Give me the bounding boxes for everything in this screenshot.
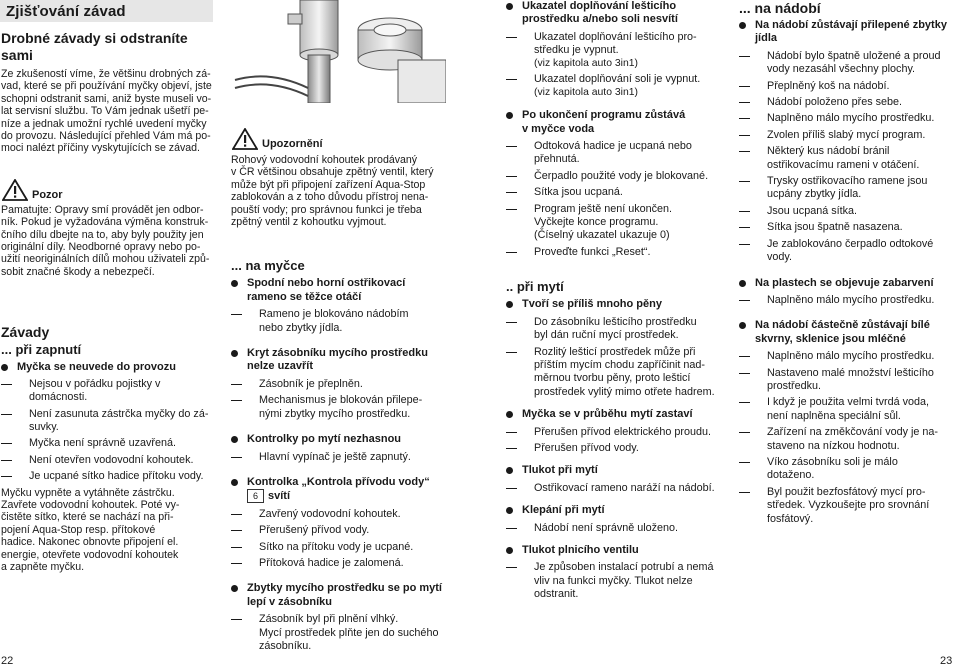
- left-column: [0, 0, 213, 573]
- cause-item: Zavřený vodovodní kohoutek.: [230, 508, 445, 521]
- notice-line: zpětný ventil z kohoutku vyjmout.: [231, 216, 387, 229]
- cause-item: Zvolen příliš slabý mycí program.: [738, 129, 956, 142]
- fault-group: [738, 319, 956, 526]
- fault-bullet-text: Kontrolka „Kontrola přívodu vody“: [247, 475, 430, 488]
- second-column: [230, 128, 445, 665]
- cause-item: Zásobník je přeplněn.: [230, 378, 445, 391]
- warning-icon: [2, 179, 28, 201]
- cause-item: Nastaveno malé množství lešticího prostředku.: [738, 367, 956, 394]
- warning-line: originální díly. Neodborné opravy nebo po-: [1, 241, 201, 254]
- cause-item: Proveďte funkci „Reset“.: [505, 246, 720, 259]
- cause-item: Přerušen přívod elektrického proudu.: [505, 426, 720, 439]
- cause-item: Víko zásobníku soli je málo dotaženo.: [738, 456, 956, 483]
- cause-item: Byl použit bezfosfátový mycí pro- středek. Vyzkoušejte pro srovnání fosfátový.: [738, 486, 956, 526]
- cause-item: I když je použita velmi tvrdá voda, není naplněna speciální sůl.: [738, 396, 956, 423]
- key-indicator: 6: [247, 489, 264, 503]
- cause-item: Některý kus nádobí bránil ostřikovacímu rameni v otáčení.: [738, 145, 956, 172]
- fault-group: [505, 408, 720, 455]
- cause-item: Naplněno málo mycího prostředku.: [738, 112, 956, 125]
- page-title: Zjišťování závad: [0, 0, 213, 22]
- fault-bullet: Myčka se v průběhu mytí zastaví: [505, 408, 720, 421]
- cause-item: Čerpadlo použité vody je blokované.: [505, 170, 720, 183]
- cause-item: Je zablokováno čerpadlo odtokové vody.: [738, 238, 956, 265]
- notice-heading: [232, 128, 445, 150]
- intro-line: Ze zkušeností víme, že většinu drobných zá-: [1, 68, 211, 80]
- remedy-text: [1, 487, 213, 574]
- cause-item: Nádobí bylo špatně uložené a proud vody nezasáhl všechny plochy.: [738, 50, 956, 77]
- intro-line: moci nalézt příčiny vyskytujících se závad.: [1, 142, 201, 155]
- intro-line: lat servisní službu. To Vám jednak ušetří pe-: [1, 105, 209, 118]
- cause-item: Do zásobníku lešticího prostředku byl dán ruční mycí prostředek.: [505, 316, 720, 343]
- cause-item: Nejsou v pořádku pojistky v domácnosti.: [0, 378, 213, 405]
- fault-group: [505, 464, 720, 495]
- fault-bullet: [230, 476, 445, 504]
- warning-icon: [232, 128, 258, 150]
- remedy-line: Myčku vypněte a vytáhněte zástrčku.: [1, 486, 175, 499]
- notice-title: Upozornění: [262, 138, 323, 150]
- fault-bullet: Myčka se neuvede do provozu: [0, 361, 213, 374]
- remedy-line: pojení Aqua-Stop resp. přítokové: [1, 523, 156, 536]
- fault-bullet: Po ukončení programu zůstává v myčce voda: [505, 109, 720, 136]
- warning-line: sobit značné škody a nebezpečí.: [1, 265, 155, 278]
- intro-line: do provozu. Následující přehled Vám má po-: [1, 130, 211, 143]
- fault-bullet: Spodní nebo horní ostřikovací rameno se těžce otáčí: [230, 277, 445, 304]
- fault-group: [738, 19, 956, 265]
- cause-item: Ostřikovací rameno naráží na nádobí.: [505, 482, 720, 495]
- fault-group: [230, 433, 445, 464]
- cause-item: Přeplněný koš na nádobí.: [738, 80, 956, 93]
- cause-note: (viz kapitola auto 3in1): [534, 86, 638, 98]
- cause-item: Přerušen přívod vody.: [505, 442, 720, 455]
- cause-item: Je ucpané sítko hadice přítoku vody.: [0, 470, 213, 483]
- fault-bullet: Kryt zásobníku mycího prostředku nelze uzavřít: [230, 347, 445, 374]
- fault-group: [505, 0, 720, 99]
- faults-heading: Závady: [1, 324, 50, 341]
- fault-group: [505, 298, 720, 399]
- warning-line: ník. Pokud je vyžadována výměna konstruk-: [1, 216, 209, 229]
- cause-item: Rozlitý lešticí prostředek může při příštím mycím chodu zapříčinit nad- měrnou tvorbu pěny, proto lešticí prostředek vylitý mimo otřete hadrem.: [505, 346, 720, 400]
- cause-item: Není zasunuta zástrčka myčky do zá- suvky.: [0, 408, 213, 435]
- product-photo: [230, 0, 446, 103]
- cause-item: Odtoková hadice je ucpaná nebo přehnutá.: [505, 140, 720, 167]
- intro-text: [1, 68, 213, 155]
- cause-item: Není otevřen vodovodní kohoutek.: [0, 454, 213, 467]
- cause-item: Ukazatel doplňování soli je vypnut.: [505, 73, 720, 86]
- remedy-line: čistěte sítko, které se nachází na při-: [1, 511, 174, 524]
- cause-item: Nádobí není správně uloženo.: [505, 522, 720, 535]
- on-start-heading: ... při zapnutí: [1, 342, 82, 358]
- warning-heading: [2, 179, 213, 201]
- third-column: [505, 0, 720, 611]
- fault-bullet: Klepání při mytí: [505, 504, 720, 517]
- warning-line: Pamatujte: Opravy smí provádět jen odbor-: [1, 203, 204, 216]
- fault-bullet: Tlukot plnicího ventilu: [505, 544, 720, 557]
- cause-item: Naplněno málo mycího prostředku.: [738, 350, 956, 363]
- fault-group: [230, 582, 445, 653]
- fourth-column: [738, 0, 956, 538]
- cause-item: Hlavní vypínač je ještě zapnutý.: [230, 451, 445, 464]
- subtitle: Drobné závady si odstraníte sami: [1, 30, 188, 63]
- notice-line: Rohový vodovodní kohoutek prodávaný: [231, 154, 418, 166]
- fault-bullet: Na plastech se objevuje zabarvení: [738, 277, 956, 290]
- cause-item: Je způsoben instalací potrubí a nemá vliv na funkci myčky. Tlukot nelze odstranit.: [505, 561, 720, 601]
- cause-item: Naplněno málo mycího prostředku.: [738, 294, 956, 307]
- fault-bullet: Zbytky mycího prostředku se po mytí lepí v zásobníku: [230, 582, 445, 609]
- warning-line: čního dílu dbejte na to, aby byly použity jen: [1, 228, 204, 241]
- fault-group: [505, 504, 720, 535]
- cause-note: (viz kapitola auto 3in1): [534, 57, 638, 69]
- fault-bullet: Tlukot při mytí: [505, 464, 720, 477]
- fault-bullet: Na nádobí částečně zůstávají bílé skvrny, sklenice jsou mléčné: [738, 319, 956, 346]
- remedy-line: hadice. Nakonec obnovte připojení el.: [1, 536, 179, 549]
- fault-bullet: Kontrolky po mytí nezhasnou: [230, 433, 445, 446]
- cause-item: Nádobí položeno přes sebe.: [738, 96, 956, 109]
- notice-line: může být při připojení zařízení Aqua-Stop: [231, 178, 426, 191]
- remedy-line: a zapněte myčku.: [1, 560, 85, 573]
- cause-item: Rameno je blokováno nádobím nebo zbytky jídla.: [230, 308, 445, 335]
- fault-group: [738, 277, 956, 308]
- fault-bullet: Ukazatel doplňování lešticího prostředku a/nebo soli nesvítí: [505, 0, 720, 27]
- cause-item: Přerušený přívod vody.: [230, 524, 445, 537]
- notice-line: zablokován a z toho důvodu přístroj nena-: [231, 191, 429, 204]
- fault-group: [230, 347, 445, 421]
- warning-text: [1, 204, 213, 278]
- fault-group: [230, 476, 445, 570]
- fault-group: [505, 544, 720, 602]
- cause-item: Sítko na přítoku vody je ucpané.: [230, 541, 445, 554]
- notice-line: v ČR většinou obsahuje zpětný ventil, který: [231, 166, 434, 179]
- cause-item: Mechanismus je blokován přilepe- nými zbytky mycího prostředku.: [230, 394, 445, 421]
- fault-bullet: Tvoří se příliš mnoho pěny: [505, 298, 720, 311]
- cause-item: Zásobník byl při plnění vlhký. Mycí prostředek plňte jen do suchého zásobníku.: [230, 613, 445, 653]
- cause-item: Sítka jsou ucpaná.: [505, 186, 720, 199]
- intro-line: vad, které se při používání myčky objeví, jste: [1, 80, 212, 93]
- warning-line: užití neoriginálních dílů mohou uživateli způ-: [1, 253, 210, 266]
- page-number-left: 22: [1, 655, 14, 667]
- intro-line: schopni odstranit sami, aniž byste museli vo-: [1, 92, 212, 105]
- cause-item: Myčka není správně uzavřená.: [0, 437, 213, 450]
- cause-item: Sítka jsou špatně nasazena.: [738, 221, 956, 234]
- cause-item: Ukazatel doplňování lešticího pro- středku je vypnut.: [505, 31, 720, 58]
- cause-item: Jsou ucpaná sítka.: [738, 205, 956, 218]
- fault-bullet-text: svítí: [268, 490, 291, 503]
- warning-title: Pozor: [32, 188, 63, 201]
- intro-line: níze a jednak umožní rychlé uvedení myčky: [1, 117, 207, 130]
- cause-item: Zařízení na změkčování vody je na- staveno na nízkou hodnotu.: [738, 426, 956, 453]
- in-dishwasher-heading: ... na myčce: [231, 258, 305, 274]
- page-number-right: 23: [940, 655, 953, 667]
- cause-item: Přítoková hadice je zalomená.: [230, 557, 445, 570]
- fault-group: [505, 109, 720, 259]
- remedy-line: Zavřete vodovodní kohoutek. Poté vy-: [1, 498, 180, 511]
- fault-group: [230, 277, 445, 335]
- remedy-line: energie, otevřete vodovodní kohoutek: [1, 548, 179, 561]
- cause-item: Trysky ostřikovacího ramene jsou ucpány zbytky jídla.: [738, 175, 956, 202]
- notice-text: [231, 154, 445, 228]
- during-wash-heading: .. při mytí: [506, 279, 564, 295]
- cause-item: Program ještě není ukončen. Vyčkejte konce programu. (Číselný ukazatel ukazuje 0): [505, 203, 720, 243]
- notice-line: pouští vody; pro správnou funkci je třeba: [231, 203, 422, 216]
- fault-bullet: Na nádobí zůstávají přilepené zbytky jídla: [738, 19, 956, 46]
- dishes-heading: ... na nádobí: [739, 0, 821, 16]
